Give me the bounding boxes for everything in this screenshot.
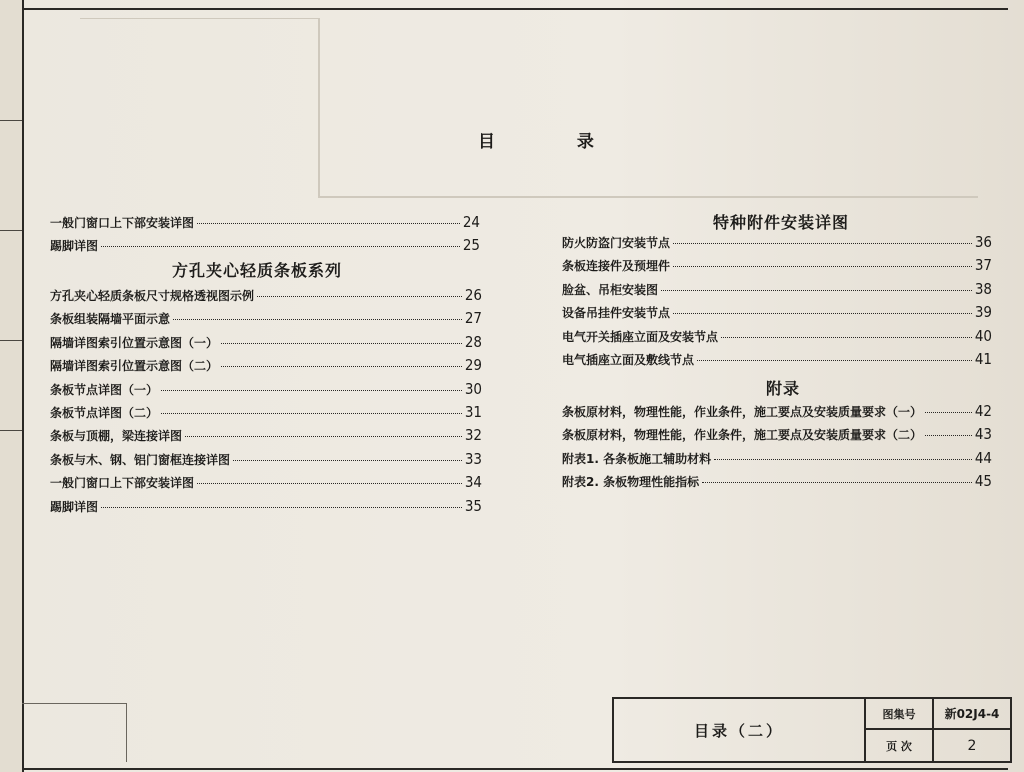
toc-entry-page: 25 (462, 236, 480, 254)
margin-tab (0, 120, 22, 231)
toc-entry-page: 30 (464, 379, 482, 398)
toc-entry-label: 电气插座立面及敷线节点 (562, 353, 695, 367)
atlas-value: 新02J4-4 (944, 707, 1000, 721)
leader-dots (173, 319, 462, 320)
section-heading: 方孔夹心轻质条板系列 (172, 261, 343, 280)
toc-entry (50, 497, 482, 515)
toc-entry (562, 327, 992, 345)
page-title: 目 录 (478, 132, 632, 152)
toc-entry-label: 隔墙详图索引位置示意图（二） (50, 359, 219, 374)
toc-entry-page: 33 (464, 449, 482, 468)
toc-entry-label: 隔墙详图索引位置示意图（一） (50, 335, 219, 350)
toc-entry-label: 一般门窗口上下部安装详图 (50, 476, 195, 491)
leader-dots (221, 366, 462, 367)
atlas-label: 图集号 (882, 707, 916, 721)
leader-dots (697, 360, 972, 361)
toc-entry-label: 条板与顶棚，梁连接详图 (50, 429, 183, 444)
section-heading: 附录 (766, 379, 801, 398)
leader-dots (925, 412, 972, 413)
toc-entry-page: 39 (974, 303, 992, 322)
leader-dots (721, 337, 972, 338)
toc-entry (50, 309, 482, 327)
toc-entry (562, 303, 992, 321)
toc-entry-page: 38 (974, 279, 992, 298)
toc-entry-label: 踢脚详图 (50, 239, 99, 253)
section-heading: 特种附件安装详图 (713, 213, 850, 232)
toc-entry-label: 一般门窗口上下部安装详图 (50, 216, 195, 230)
toc-entry (50, 213, 480, 231)
toc-entry-page: 28 (464, 332, 482, 351)
toc-entry-page: 31 (464, 403, 482, 421)
toc-entry-page: 24 (462, 213, 480, 231)
margin-tab (0, 340, 22, 431)
leader-dots (661, 290, 972, 291)
toc-entry-label: 附表1. 各条板施工辅助材料 (562, 451, 712, 466)
leader-dots (221, 343, 462, 344)
leader-dots (185, 436, 462, 437)
leader-dots (673, 266, 972, 267)
leader-dots (197, 483, 462, 484)
toc-entry (50, 426, 482, 444)
margin-tab (0, 0, 22, 121)
toc-entry-page: 35 (464, 496, 482, 515)
toc-entry-page: 41 (974, 350, 992, 368)
toc-entry (562, 425, 992, 443)
toc-entry (562, 256, 992, 274)
title-block-name: 目录（二） (614, 699, 866, 761)
toc-entry-label: 条板节点详图（二） (50, 406, 159, 420)
toc-entry-label: 踢脚详图 (50, 499, 99, 514)
title-block (612, 697, 1012, 763)
toc-entry-page: 32 (464, 426, 482, 445)
toc-entry (50, 403, 482, 421)
toc-entry-label: 条板连接件及预埋件 (562, 259, 671, 274)
toc-entry (562, 472, 992, 490)
toc-entry-label: 方孔夹心轻质条板尺寸规格透视图示例 (50, 289, 255, 303)
toc-entry (50, 333, 482, 351)
toc-entry-page: 34 (464, 473, 482, 492)
toc-entry-label: 附表2. 条板物理性能指标 (562, 475, 700, 490)
toc-entry-page: 40 (974, 326, 992, 345)
toc-entry (562, 280, 992, 298)
toc-entry (562, 449, 992, 467)
toc-entry-label: 条板原材料，物理性能，作业条件，施工要点及安装质量要求（一） (562, 405, 923, 419)
toc-entry (50, 380, 482, 398)
toc-entry-page: 45 (974, 472, 992, 491)
toc-entry-label: 防火防盗门安装节点 (562, 236, 671, 250)
toc-entry-label: 脸盆、吊柜安装图 (562, 282, 659, 297)
toc-entry-label: 设备吊挂件安装节点 (562, 306, 671, 321)
leader-dots (257, 296, 462, 297)
toc-entry-label: 条板原材料，物理性能，作业条件，施工要点及安装质量要求（二） (562, 428, 923, 443)
leader-dots (702, 482, 972, 483)
toc-entry (562, 402, 992, 420)
leader-dots (233, 460, 462, 461)
toc-entry (50, 473, 482, 491)
toc-entry (50, 236, 480, 254)
toc-entry-page: 29 (464, 356, 482, 375)
binding-margin (0, 0, 24, 772)
leader-dots (101, 246, 460, 247)
corner-box (22, 703, 127, 762)
toc-entry-label: 条板与木、钢、铝门窗框连接详图 (50, 452, 231, 467)
leader-dots (161, 413, 462, 414)
toc-entry-page: 42 (974, 402, 992, 420)
leader-dots (673, 243, 972, 244)
page-value: 2 (967, 737, 977, 754)
toc-entry-page: 26 (464, 286, 482, 304)
leader-dots (673, 313, 972, 314)
toc-entry-page: 43 (974, 425, 992, 444)
toc-entry (562, 233, 992, 251)
leader-dots (714, 459, 972, 460)
margin-tab (0, 230, 22, 341)
toc-entry-page: 36 (974, 233, 992, 251)
toc-entry (50, 356, 482, 374)
toc-entry-page: 27 (464, 309, 482, 328)
toc-entry-label: 条板节点详图（一） (50, 382, 159, 397)
toc-entry-page: 37 (974, 256, 992, 275)
leader-dots (197, 223, 460, 224)
leader-dots (925, 435, 972, 436)
toc-entry-label: 条板组装隔墙平面示意 (50, 312, 171, 327)
toc-entry (50, 450, 482, 468)
toc-entry (50, 286, 482, 304)
toc-entry-label: 电气开关插座立面及安装节点 (562, 329, 719, 344)
toc-entry (562, 350, 992, 368)
leader-dots (101, 507, 462, 508)
page-label: 页 次 (886, 739, 912, 753)
toc-entry-page: 44 (974, 448, 992, 467)
leader-dots (161, 390, 462, 391)
